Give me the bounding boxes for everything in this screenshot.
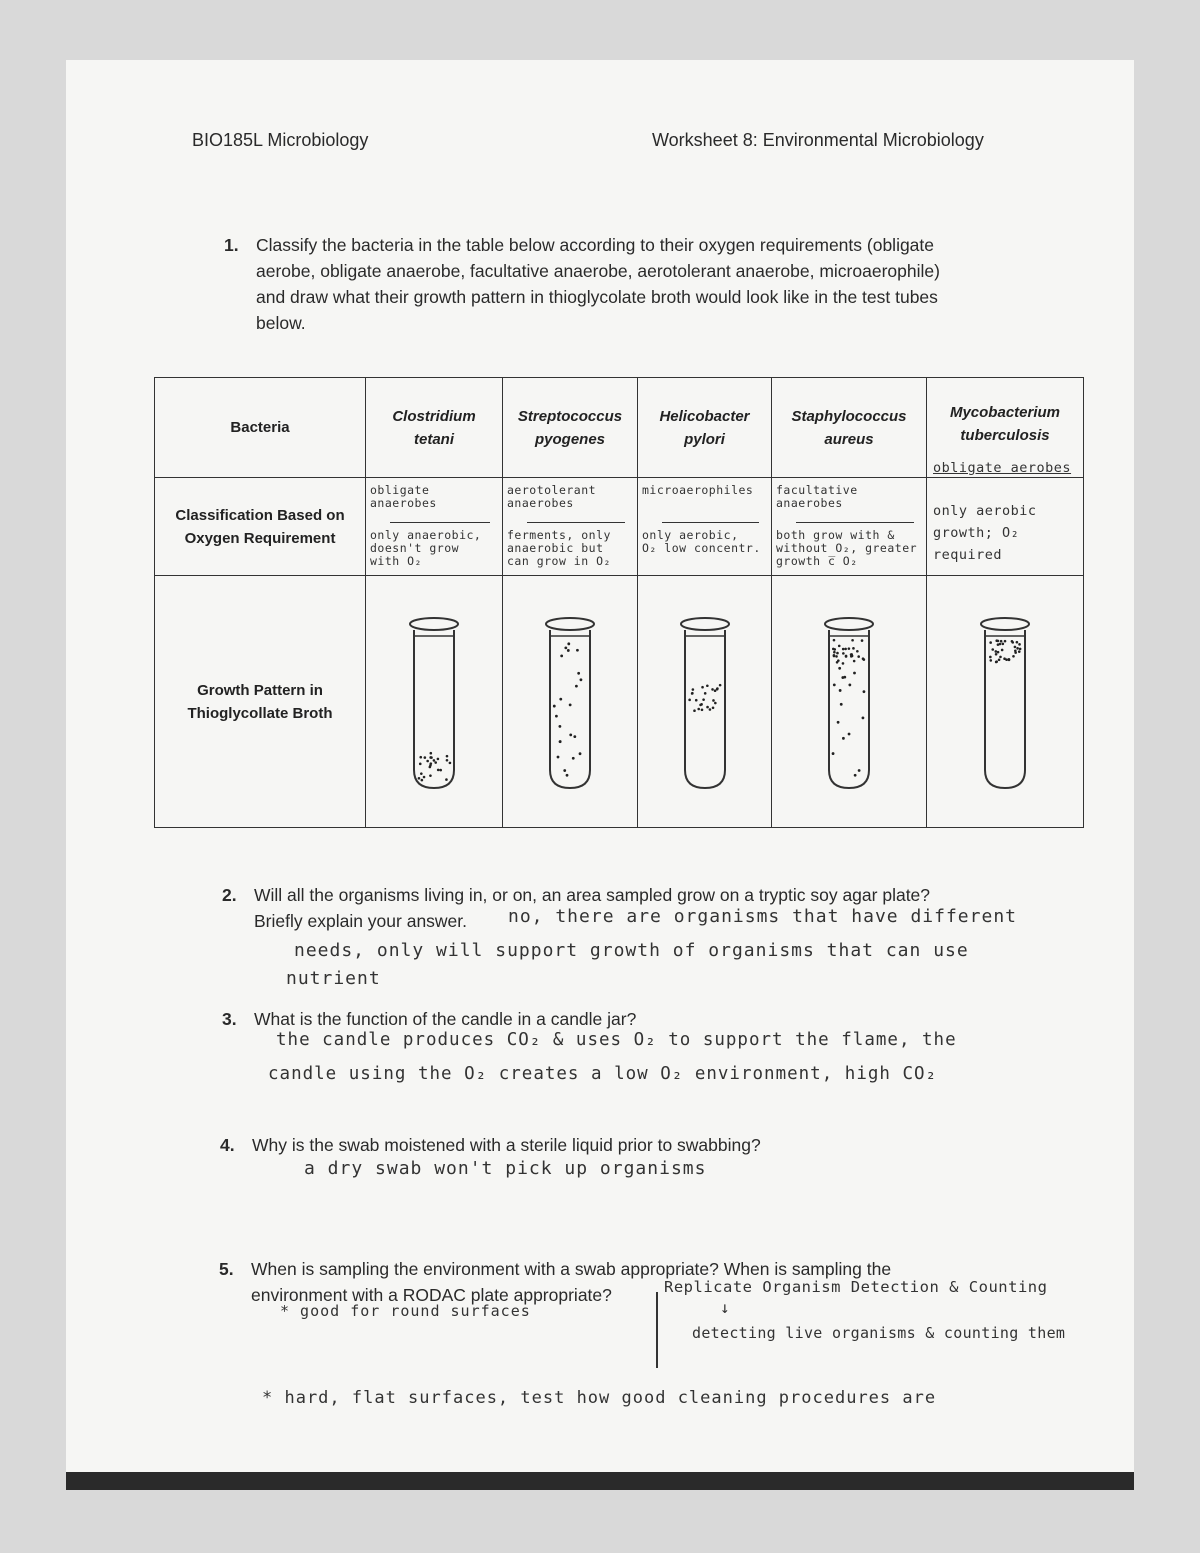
classification-answer: aerotolerant anaerobes: [507, 483, 597, 510]
growth-dot: [995, 660, 998, 663]
growth-dot: [567, 642, 570, 645]
growth-dot: [995, 639, 998, 642]
row-header-growth: [155, 576, 366, 828]
growth-dot: [446, 758, 449, 761]
answer-2-line: no, there are organisms that have different: [508, 906, 1017, 927]
growth-dot: [836, 651, 839, 654]
growth-dot: [848, 647, 851, 650]
classification-cell: [366, 478, 503, 576]
test-tube: [404, 612, 464, 792]
growth-dot: [558, 724, 561, 727]
growth-dot: [1016, 640, 1019, 643]
growth-dot: [700, 708, 703, 711]
bacteria-name: pylori: [684, 430, 725, 448]
table-row-classification: [155, 478, 1084, 576]
growth-dot: [691, 688, 694, 691]
growth-dot: [836, 660, 839, 663]
growth-dot: [419, 762, 422, 765]
growth-dot: [999, 655, 1002, 658]
classification-note: only aerobic, O₂ low concentr.: [642, 528, 761, 555]
question-1-number: 1.: [224, 235, 239, 255]
growth-dot: [856, 649, 859, 652]
growth-dot: [424, 756, 427, 759]
growth-dot: [1001, 648, 1004, 651]
question-4: [220, 1132, 1032, 1158]
growth-dot: [848, 683, 851, 686]
answer-divider: [527, 522, 625, 523]
classification-answer: facultative anaerobes: [776, 483, 858, 510]
bacteria-name: tuberculosis: [960, 426, 1050, 444]
bacteria-name: Clostridium: [392, 407, 476, 425]
answer-divider: [796, 522, 914, 523]
test-tube: [819, 612, 879, 792]
question-2-line: Briefly explain your answer.: [254, 911, 468, 931]
question-1-line: Classify the bacteria in the table below according to their oxygen requirements (obligate: [256, 235, 935, 255]
question-2-number: 2.: [222, 885, 237, 905]
growth-dot: [1002, 642, 1005, 645]
growth-dot: [989, 641, 992, 644]
growth-dot: [833, 638, 836, 641]
row-header-label: Growth Pattern in: [197, 681, 323, 699]
growth-dot: [559, 740, 562, 743]
growth-cell: [927, 576, 1084, 828]
question-4-text: Why is the swab moistened with a sterile liquid prior to swabbing?: [252, 1135, 761, 1155]
growth-dot: [833, 650, 836, 653]
growth-dot: [711, 706, 714, 709]
classification-answer: obligate anaerobes: [370, 483, 437, 510]
tube-rim: [681, 618, 729, 630]
row-header-label: Thioglycollate Broth: [187, 704, 333, 722]
growth-dot: [857, 655, 860, 658]
growth-dot: [579, 752, 582, 755]
tube-body: [685, 630, 725, 788]
growth-dot: [563, 769, 566, 772]
growth-dot: [449, 761, 452, 764]
growth-dot: [708, 708, 711, 711]
growth-dot: [1019, 647, 1022, 650]
growth-dot: [419, 755, 422, 758]
growth-dot: [853, 659, 856, 662]
row-header-label: Bacteria: [230, 419, 290, 436]
col-header: [772, 378, 927, 478]
growth-dot: [839, 689, 842, 692]
growth-dot: [567, 649, 570, 652]
growth-dot: [703, 692, 706, 695]
growth-dot: [842, 647, 845, 650]
bacteria-name: Helicobacter: [659, 407, 750, 425]
answer-5-rodac-detail: detecting live organisms & counting them: [692, 1324, 1066, 1342]
growth-dot: [853, 671, 856, 674]
growth-dot: [863, 690, 866, 693]
growth-dot: [850, 653, 853, 656]
growth-dot: [573, 735, 576, 738]
growth-cell: [366, 576, 503, 828]
growth-dot: [701, 685, 704, 688]
question-1-line: aerobe, obligate anaerobe, facultative anaerobe, aerotolerant anaerobe, microaerophile): [256, 261, 940, 281]
growth-dot: [833, 653, 836, 656]
growth-dot: [712, 699, 715, 702]
classification-answer: microaerophiles: [642, 483, 754, 497]
growth-dot: [845, 655, 848, 658]
growth-dot: [421, 778, 424, 781]
question-3-number: 3.: [222, 1009, 237, 1029]
table-row-growth: [155, 576, 1084, 828]
growth-dot: [861, 639, 864, 642]
growth-dot: [434, 761, 437, 764]
growth-dot: [715, 687, 718, 690]
growth-dot: [702, 698, 705, 701]
growth-dot: [989, 655, 992, 658]
classification-cell: [772, 478, 927, 576]
answer-3-line: candle using the O₂ creates a low O₂ environment, high CO₂: [268, 1064, 938, 1084]
growth-dot: [998, 658, 1001, 661]
growth-dot: [559, 697, 562, 700]
growth-dot: [844, 647, 847, 650]
growth-dot: [1011, 641, 1014, 644]
bacteria-name: pyogenes: [534, 430, 606, 448]
growth-dot: [426, 759, 429, 762]
tube-rim: [546, 618, 594, 630]
answer-5-rodac: Replicate Organism Detection & Counting: [664, 1278, 1048, 1296]
growth-dot: [706, 705, 709, 708]
growth-dot: [994, 650, 997, 653]
table-row-bacteria: [155, 378, 1084, 478]
row-header-bacteria: [155, 378, 366, 478]
growth-dot: [997, 643, 1000, 646]
answer-2-line: needs, only will support growth of organisms that can use: [294, 940, 969, 961]
growth-dot: [841, 676, 844, 679]
classification-cell: [638, 478, 772, 576]
col-header: [638, 378, 772, 478]
tube-body: [550, 630, 590, 788]
growth-dot: [842, 652, 845, 655]
question-1-line: and draw what their growth pattern in thioglycolate broth would look like in the test tubes: [256, 287, 938, 307]
answer-5-rodac-use: * hard, flat surfaces, test how good cleaning procedures are: [262, 1388, 937, 1408]
answer-5-swab: * good for round surfaces: [280, 1302, 531, 1320]
growth-dot: [553, 704, 556, 707]
growth-dot: [437, 768, 440, 771]
growth-dot: [560, 654, 563, 657]
bacteria-name: tetani: [413, 430, 454, 448]
col-header: [366, 378, 503, 478]
classification-answer: obligate aerobes: [933, 460, 1072, 476]
growth-dot: [862, 716, 865, 719]
growth-dot: [564, 646, 567, 649]
bacteria-name: Staphylococcus: [791, 407, 907, 425]
growth-dot: [437, 757, 440, 760]
growth-dot: [688, 698, 691, 701]
bacteria-name: aureus: [824, 430, 874, 448]
growth-dot: [848, 732, 851, 735]
bacteria-name: Streptococcus: [517, 407, 623, 425]
classification-cell: [927, 478, 1084, 576]
answer-divider: [390, 522, 490, 523]
worksheet-title: Worksheet 8: Environmental Microbiology: [652, 130, 984, 150]
growth-dot: [580, 678, 583, 681]
growth-cell: [503, 576, 638, 828]
test-tube: [540, 612, 600, 792]
growth-dot: [691, 691, 694, 694]
question-1: [224, 232, 1016, 336]
growth-dot: [439, 768, 442, 771]
test-tube: [675, 612, 735, 792]
growth-dot: [575, 684, 578, 687]
growth-dot: [863, 658, 866, 661]
bacteria-table: [154, 377, 1084, 828]
growth-dot: [420, 772, 423, 775]
col-header: [503, 378, 638, 478]
growth-dot: [833, 683, 836, 686]
growth-dot: [851, 638, 854, 641]
growth-dot: [854, 773, 857, 776]
growth-dot: [430, 756, 433, 759]
tube-body: [985, 630, 1025, 788]
answer-3-line: the candle produces CO₂ & uses O₂ to support the flame, the: [276, 1030, 957, 1050]
growth-dot: [1004, 639, 1007, 642]
classification-note: only aerobic growth; O₂ required: [933, 503, 1037, 563]
question-1-line: below.: [256, 313, 306, 333]
growth-dot: [693, 709, 696, 712]
arrow-down-icon: ↓: [720, 1298, 731, 1317]
growth-dot: [714, 701, 717, 704]
tube-body: [829, 630, 869, 788]
growth-dot: [446, 754, 449, 757]
growth-dot: [557, 755, 560, 758]
growth-dot: [1000, 639, 1003, 642]
growth-dot: [569, 703, 572, 706]
question-5-line: environment with a RODAC plate appropriate?: [251, 1285, 612, 1305]
growth-dot: [837, 720, 840, 723]
growth-dot: [423, 775, 426, 778]
growth-dot: [1018, 650, 1021, 653]
answer-2-line: nutrient: [286, 968, 381, 989]
growth-dot: [1014, 645, 1017, 648]
growth-dot: [429, 774, 432, 777]
growth-dot: [430, 751, 433, 754]
growth-dot: [576, 648, 579, 651]
growth-dot: [1012, 655, 1015, 658]
tube-rim: [410, 618, 458, 630]
growth-cell: [638, 576, 772, 828]
question-2-line: Will all the organisms living in, or on, an area sampled grow on a tryptic soy agar plate?: [254, 885, 931, 905]
row-header-classification: [155, 478, 366, 576]
growth-dot: [995, 652, 998, 655]
growth-cell: [772, 576, 927, 828]
test-tube: [975, 612, 1035, 792]
growth-dot: [842, 736, 845, 739]
growth-dot: [555, 714, 558, 717]
question-3: [222, 1006, 1034, 1032]
question-5-number: 5.: [219, 1259, 234, 1279]
growth-dot: [577, 671, 580, 674]
question-3-text: What is the function of the candle in a candle jar?: [254, 1009, 637, 1029]
growth-dot: [1016, 647, 1019, 650]
classification-note: ferments, only anaerobic but can grow in O₂: [507, 528, 611, 568]
growth-dot: [838, 666, 841, 669]
col-header: [927, 378, 1084, 478]
growth-dot: [572, 756, 575, 759]
growth-dot: [418, 776, 421, 779]
growth-dot: [858, 769, 861, 772]
answer-4: a dry swab won't pick up organisms: [304, 1158, 707, 1179]
growth-dot: [997, 650, 1000, 653]
bacteria-name: Mycobacterium: [949, 403, 1061, 421]
growth-dot: [713, 689, 716, 692]
row-header-label: Oxygen Requirement: [184, 529, 336, 547]
growth-dot: [832, 752, 835, 755]
growth-dot: [706, 684, 709, 687]
growth-dot: [840, 702, 843, 705]
growth-dot: [842, 662, 845, 665]
growth-dot: [718, 683, 721, 686]
row-header-label: Classification Based on: [175, 506, 345, 524]
growth-dot: [1018, 643, 1021, 646]
tube-rim: [825, 618, 873, 630]
growth-dot: [835, 655, 838, 658]
growth-dot: [566, 773, 569, 776]
growth-dot: [989, 659, 992, 662]
classification-note: only anaerobic, doesn't grow with O₂: [370, 528, 482, 568]
growth-dot: [569, 733, 572, 736]
growth-dot: [697, 707, 700, 710]
classification-note: both grow with & without O₂, greater growth c̅ O₂: [776, 528, 918, 568]
growth-dot: [1014, 649, 1017, 652]
growth-dot: [991, 648, 994, 651]
growth-dot: [1008, 658, 1011, 661]
growth-dot: [832, 647, 835, 650]
answer-divider: [662, 522, 759, 523]
growth-dot: [852, 647, 855, 650]
classification-cell: [503, 478, 638, 576]
growth-dot: [430, 762, 433, 765]
tube-rim: [981, 618, 1029, 630]
question-5-line: When is sampling the environment with a swab appropriate? When is sampling the: [251, 1259, 892, 1279]
growth-dot: [1005, 658, 1008, 661]
page-bottom-edge: [66, 1472, 1134, 1490]
growth-dot: [433, 759, 436, 762]
answer-divider-vertical: [656, 1292, 658, 1368]
growth-dot: [700, 703, 703, 706]
growth-dot: [445, 778, 448, 781]
growth-dot: [838, 644, 841, 647]
course-title: BIO185L Microbiology: [192, 130, 369, 150]
growth-dot: [694, 698, 697, 701]
question-4-number: 4.: [220, 1135, 235, 1155]
growth-dot: [711, 688, 714, 691]
